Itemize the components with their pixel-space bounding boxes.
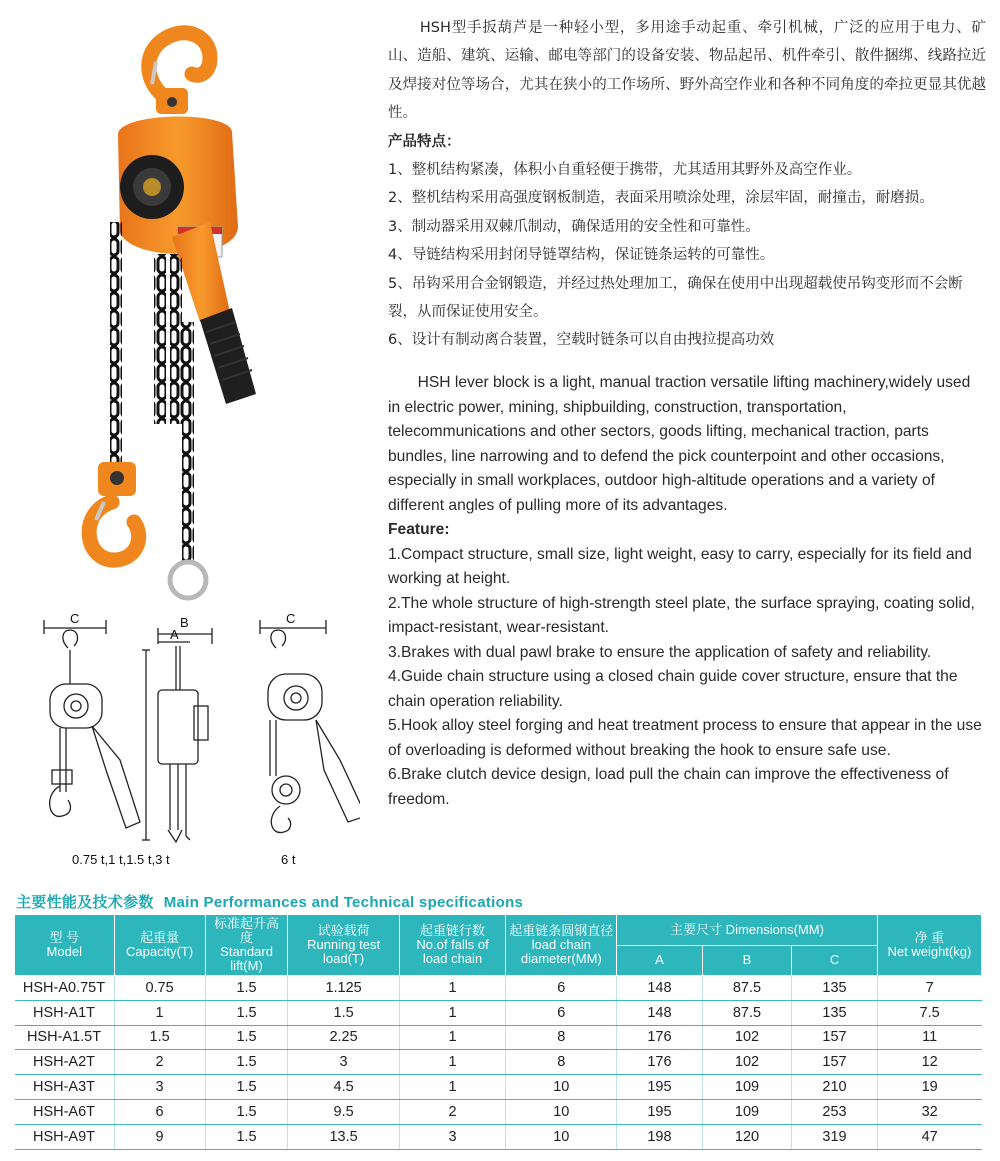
header-running-test-load: 试验载荷 Running test load(T) [288, 915, 399, 976]
cell-test-load: 9.5 [288, 1099, 399, 1124]
cn-feature-item: 2、整机结构采用高强度钢板制造，表面采用喷涂处理，涂层牢固，耐撞击，耐磨损。 [388, 190, 934, 207]
cell-model: HSH-A3T [15, 1075, 115, 1100]
cell-lift: 1.5 [205, 1124, 288, 1149]
cell-dim-a: 148 [617, 1000, 703, 1025]
cell-test-load: 1.125 [288, 976, 399, 1001]
lever-block-photo [60, 22, 340, 612]
cell-dim-a: 176 [617, 1025, 703, 1050]
cell-dim-b: 120 [702, 1124, 792, 1149]
en-feature-item: 6.Brake clutch device design, load pull the chain can improve the effectiveness of freedom. [388, 766, 949, 808]
cell-falls: 2 [399, 1099, 506, 1124]
header-capacity: 起重量 Capacity(T) [114, 915, 205, 976]
spec-title-en: Main Performances and Technical specifications [163, 894, 524, 911]
diagram-caption-right: 6 t [281, 852, 296, 867]
cell-net-weight: 7.5 [877, 1000, 981, 1025]
cell-net-weight: 19 [877, 1075, 981, 1100]
spec-table [14, 914, 982, 1150]
cell-dim-b: 87.5 [702, 976, 792, 1001]
cn-features-title: 产品特点： [388, 133, 461, 150]
header-dim-a: A [617, 945, 703, 976]
en-intro-paragraph: HSH lever block is a light, manual traction versatile lifting machinery,widely used in electric power, mining, shipbuilding, construction, transportation, telecommunications and other sectors, goods lifting, mechanical traction, parts bundles, line narrowing and to defend the pick counterpoint and other occasions, especially in small workplaces, outdoor high-altitude operations and a variety of different angles of pulling more of its advantages. [388, 374, 971, 514]
cn-feature-item: 5、吊钩采用合金钢锻造，并经过热处理加工，确保在使用中出现超载使吊钩变形而不会断裂，从而保证使用安全。 [388, 275, 963, 321]
cell-model: HSH-A1.5T [15, 1025, 115, 1050]
cell-dim-a: 195 [617, 1099, 703, 1124]
en-feature-item: 1.Compact structure, small size, light weight, easy to carry, especially for its field and working at height. [388, 545, 972, 587]
cell-dim-b: 102 [702, 1025, 792, 1050]
cell-model: HSH-A1T [15, 1000, 115, 1025]
dimension-diagrams [30, 610, 360, 870]
cell-lift: 1.5 [205, 1099, 288, 1124]
cell-chain-diameter: 6 [506, 1000, 617, 1025]
table-row [15, 1000, 982, 1025]
cell-chain-diameter: 10 [506, 1075, 617, 1100]
cell-dim-c: 319 [792, 1124, 878, 1149]
cell-falls: 1 [399, 976, 506, 1001]
cell-model: HSH-A6T [15, 1099, 115, 1124]
cell-net-weight: 11 [877, 1025, 981, 1050]
en-feature-item: 5.Hook alloy steel forging and heat treatment process to ensure that appear in the use of overloading is deformed without breaking the hook to ensure safe use. [388, 717, 982, 759]
cell-dim-c: 157 [792, 1050, 878, 1075]
cell-chain-diameter: 6 [506, 976, 617, 1001]
cell-chain-diameter: 10 [506, 1124, 617, 1149]
cell-dim-a: 195 [617, 1075, 703, 1100]
cell-dim-a: 198 [617, 1124, 703, 1149]
cell-dim-c: 253 [792, 1099, 878, 1124]
cell-dim-b: 109 [702, 1075, 792, 1100]
table-row [15, 1099, 982, 1124]
en-feature-item: 4.Guide chain structure using a closed chain guide cover structure, ensure that the chain operation reliability. [388, 668, 958, 710]
dim-label-c: C [70, 611, 80, 626]
cell-dim-a: 176 [617, 1050, 703, 1075]
cell-lift: 1.5 [205, 1050, 288, 1075]
header-falls-of-chain: 起重链行数 No.of falls of load chain [399, 915, 506, 976]
cell-dim-c: 135 [792, 976, 878, 1001]
cell-dim-b: 102 [702, 1050, 792, 1075]
cell-dim-a: 148 [617, 976, 703, 1001]
header-standard-lift: 标准起升高度 Standard lift(M) [205, 915, 288, 976]
cell-model: HSH-A9T [15, 1124, 115, 1149]
cell-falls: 1 [399, 1025, 506, 1050]
cell-falls: 1 [399, 1050, 506, 1075]
cn-feature-item: 1、整机结构紧凑，体积小自重轻便于携带，尤其适用其野外及高空作业。 [388, 162, 862, 179]
header-dim-b: B [702, 945, 792, 976]
en-feature-item: 2.The whole structure of high-strength steel plate, the surface spraying, coating solid, impact-resistant, wear-resistant. [388, 594, 975, 636]
cell-chain-diameter: 10 [506, 1099, 617, 1124]
spec-title-cn: 主要性能及技术参数 [16, 894, 154, 911]
cell-test-load: 2.25 [288, 1025, 399, 1050]
cell-test-load: 13.5 [288, 1124, 399, 1149]
dim-label-b: B [180, 615, 189, 630]
cell-falls: 3 [399, 1124, 506, 1149]
dim-label-c-right: C [286, 611, 296, 626]
cell-test-load: 4.5 [288, 1075, 399, 1100]
english-description [388, 371, 986, 812]
cell-model: HSH-A0.75T [15, 976, 115, 1001]
header-net-weight: 净 重 Net weight(kg) [877, 915, 981, 976]
table-row [15, 1025, 982, 1050]
cell-capacity: 1.5 [114, 1025, 205, 1050]
cell-lift: 1.5 [205, 1000, 288, 1025]
spec-section-title [16, 891, 523, 912]
cell-capacity: 0.75 [114, 976, 205, 1001]
cell-net-weight: 47 [877, 1124, 981, 1149]
table-row [15, 1124, 982, 1149]
spec-table-body [15, 976, 982, 1150]
chinese-description [388, 14, 986, 355]
header-chain-diameter: 起重链条圆钢直径 load chain diameter(MM) [506, 915, 617, 976]
cn-feature-item: 6、设计有制动离合装置，空载时链条可以自由拽拉提高功效 [388, 332, 775, 349]
en-features-title: Feature: [388, 521, 450, 538]
dim-label-a: A [170, 627, 179, 642]
cell-dim-c: 157 [792, 1025, 878, 1050]
cell-capacity: 9 [114, 1124, 205, 1149]
table-row [15, 1050, 982, 1075]
header-model: 型 号 Model [15, 915, 115, 976]
cell-capacity: 1 [114, 1000, 205, 1025]
cell-test-load: 1.5 [288, 1000, 399, 1025]
header-dimensions: 主要尺寸 Dimensions(MM) [617, 915, 878, 946]
cell-lift: 1.5 [205, 976, 288, 1001]
cell-model: HSH-A2T [15, 1050, 115, 1075]
cell-capacity: 3 [114, 1075, 205, 1100]
cell-net-weight: 7 [877, 976, 981, 1001]
cn-intro-paragraph: HSH型手扳葫芦是一种轻小型，多用途手动起重、牵引机械，广泛的应用于电力、矿山、造船、建筑、运输、邮电等部门的设备安装、物品起吊、机件牵引、散件捆绑、线路拉近及焊接对位等场合，尤其在狭小的工作场所、野外高空作业和各种不同角度的牵拉更显其优越性。 [388, 20, 986, 122]
cell-falls: 1 [399, 1000, 506, 1025]
cn-feature-item: 4、导链结构采用封闭导链罩结构，保证链条运转的可靠性。 [388, 247, 775, 264]
cell-lift: 1.5 [205, 1025, 288, 1050]
cn-feature-item: 3、制动器采用双棘爪制动，确保适用的安全性和可靠性。 [388, 218, 760, 235]
cell-test-load: 3 [288, 1050, 399, 1075]
cell-net-weight: 32 [877, 1099, 981, 1124]
cell-net-weight: 12 [877, 1050, 981, 1075]
diagram-caption-left: 0.75 t,1 t,1.5 t,3 t [72, 852, 170, 867]
cell-dim-b: 87.5 [702, 1000, 792, 1025]
cell-lift: 1.5 [205, 1075, 288, 1100]
cell-dim-c: 135 [792, 1000, 878, 1025]
table-row [15, 1075, 982, 1100]
cell-dim-c: 210 [792, 1075, 878, 1100]
cell-chain-diameter: 8 [506, 1025, 617, 1050]
table-row [15, 976, 982, 1001]
cell-capacity: 6 [114, 1099, 205, 1124]
cell-dim-b: 109 [702, 1099, 792, 1124]
en-feature-item: 3.Brakes with dual pawl brake to ensure the application of safety and reliability. [388, 643, 932, 661]
header-dim-c: C [792, 945, 878, 976]
cell-capacity: 2 [114, 1050, 205, 1075]
cell-falls: 1 [399, 1075, 506, 1100]
cell-chain-diameter: 8 [506, 1050, 617, 1075]
